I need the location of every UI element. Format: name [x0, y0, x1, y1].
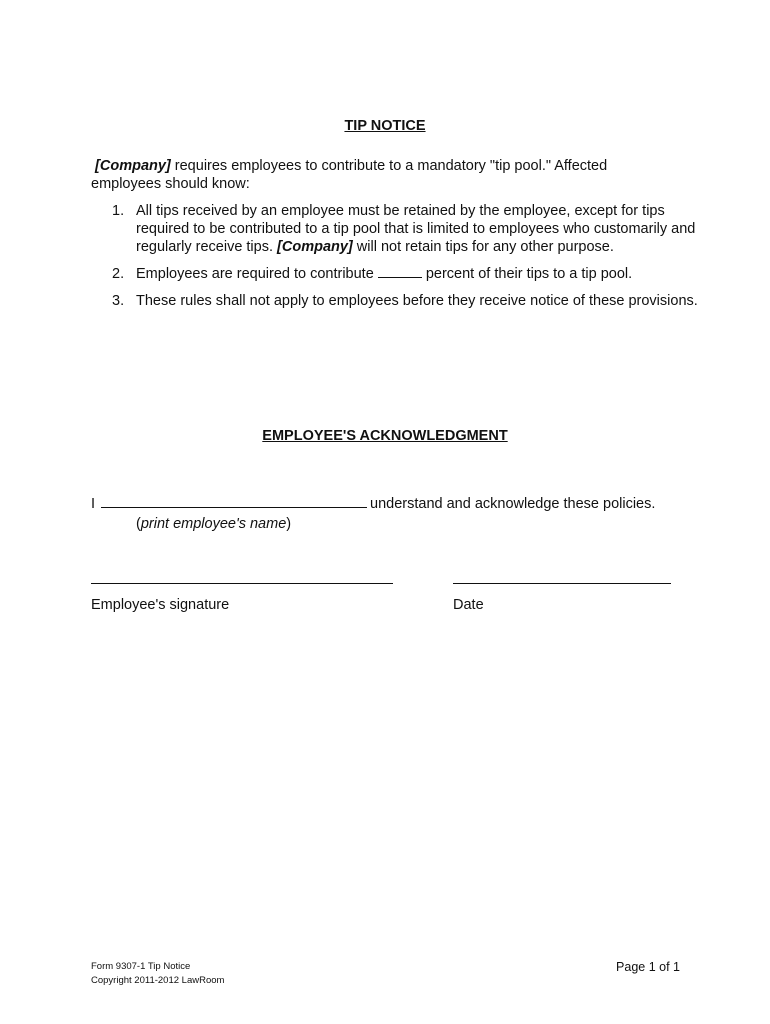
acknowledgment-heading: EMPLOYEE'S ACKNOWLEDGMENT [262, 428, 508, 444]
date-label: Date [453, 597, 484, 613]
list-item [112, 265, 716, 283]
footer-info [91, 960, 224, 988]
form-number: Form 9307-1 Tip Notice [91, 961, 191, 972]
hint-close-paren: ) [286, 516, 292, 532]
list-item [112, 292, 716, 310]
rules-list [91, 202, 716, 319]
list-number: 3. [112, 293, 125, 309]
rule-text: will not retain tips for any other purpose. [352, 239, 614, 255]
ack-suffix: understand and acknowledge these policies. [370, 496, 656, 512]
hint-text: print employee's name [140, 516, 287, 532]
page-number: Page 1 of 1 [616, 960, 680, 974]
intro-text: requires employees to contribute to a mandatory "tip pool." Affected employees should know: [91, 158, 608, 192]
rule-text: All tips received by an employee must be retained by the employee, except for tips required to be contributed to a tip pool that is limited to employees who customarily and regularly receive tips. [136, 203, 696, 255]
date-blank-field[interactable] [453, 583, 671, 584]
ack-prefix: I [91, 496, 96, 512]
acknowledgment-line [91, 494, 691, 513]
list-item [112, 202, 716, 256]
list-number: 2. [112, 266, 125, 282]
print-name-hint [136, 515, 291, 533]
rule-text: percent of their tips to a tip pool. [421, 266, 633, 282]
employee-name-blank-field[interactable] [101, 494, 367, 508]
rule-text: Employees are required to contribute [136, 266, 378, 282]
rule-text: These rules shall not apply to employees before they receive notice of these provisions. [136, 293, 698, 309]
percent-blank-field[interactable] [378, 265, 422, 278]
copyright: Copyright 2011-2012 LawRoom [91, 975, 225, 986]
hint-open-paren: ( [136, 516, 141, 532]
signature-label: Employee's signature [91, 597, 230, 613]
intro-paragraph [91, 157, 671, 193]
list-number: 1. [112, 203, 125, 219]
signature-blank-field[interactable] [91, 583, 393, 584]
document-title: TIP NOTICE [344, 118, 426, 134]
company-placeholder: [Company] [95, 158, 171, 174]
company-placeholder: [Company] [277, 239, 353, 255]
